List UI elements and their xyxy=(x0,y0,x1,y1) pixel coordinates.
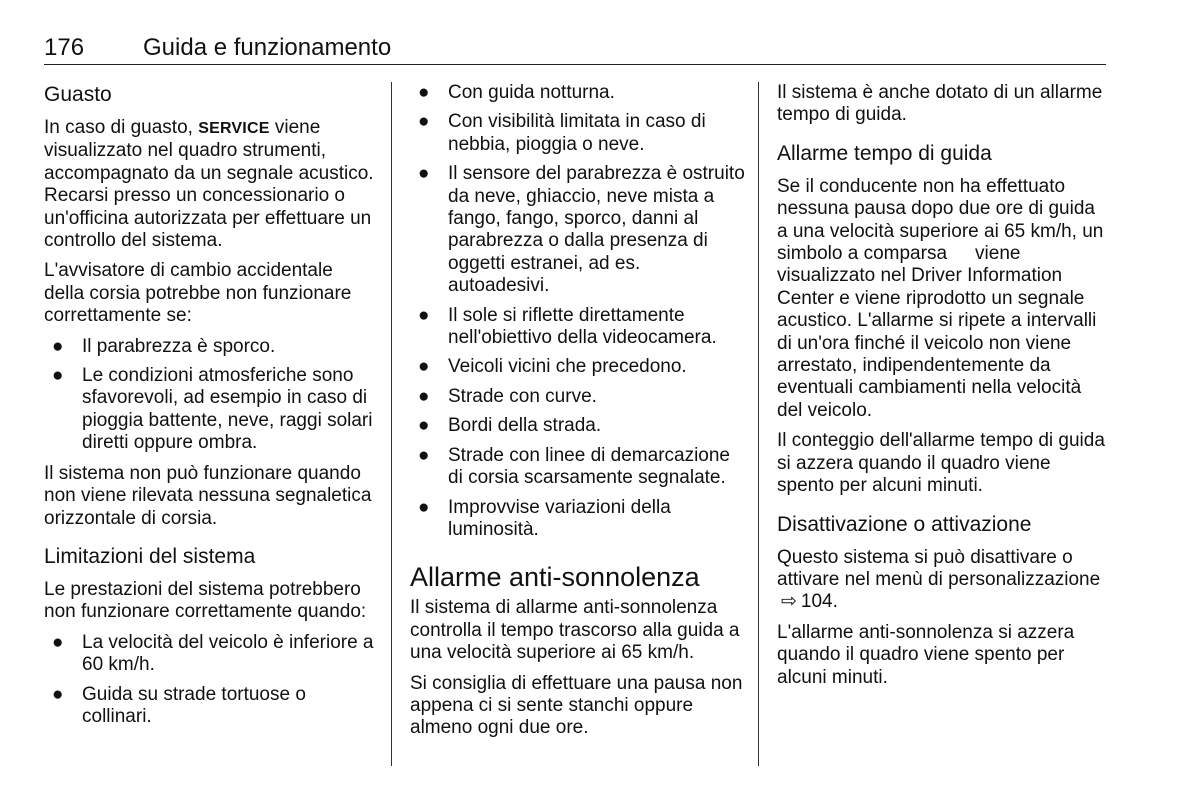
list-item: ● Strade con linee di demarcazione di corsia scarsamente segnalate. xyxy=(418,444,731,489)
paragraph-intro: Il sistema è anche dotato di un allarme tempo di guida. xyxy=(777,82,1103,126)
column-divider xyxy=(391,82,392,766)
section-heading-disattivazione: Disattivazione o attivazione xyxy=(777,512,1032,536)
bullet-icon: ● xyxy=(52,683,64,705)
page-number: 176 xyxy=(44,34,85,61)
list-limitazioni-continued xyxy=(410,82,745,541)
bullet-icon: ● xyxy=(418,111,430,133)
bullet-icon: ● xyxy=(52,365,64,387)
bullet-icon: ● xyxy=(418,356,430,378)
list-item: ● Guida su strade tortuose o collinari. xyxy=(52,683,306,727)
list-limitazioni xyxy=(44,632,374,729)
list-item: ● Improvvise variazioni della luminosità. xyxy=(418,496,671,540)
list-item: ● La velocità del veicolo è inferiore a 60 km/h. xyxy=(52,631,374,676)
paragraph-avvisatore: L'avvisatore di cambio accidentale della corsia potrebbe non funzionare correttamente se: xyxy=(44,260,352,327)
bullet-icon: ● xyxy=(418,82,430,103)
paragraph-guasto xyxy=(44,117,374,252)
list-item: ● Veicoli vicini che precedono. xyxy=(418,356,687,378)
guasto-text-post: viene visualizzato nel quadro strumenti, accompagnato da un segnale acustico. Recarsi presso un concessionario o un'officina autorizzata per effettuare un controllo del sistema. xyxy=(44,117,374,252)
bullet-icon: ● xyxy=(52,631,64,653)
guasto-text-pre: In caso di guasto, xyxy=(44,117,193,138)
bullet-icon: ● xyxy=(418,385,430,407)
bullet-icon: ● xyxy=(418,163,430,185)
section-heading-limitazioni: Limitazioni del sistema xyxy=(44,544,256,568)
list-item: ● Con visibilità limitata in caso di nebbia, pioggia o neve. xyxy=(418,111,706,155)
paragraph-tempo-1: Se il conducente non ha effettuato nessuna pausa dopo due ore di guida a una velocità superiore ai 65 km/h, un simbolo a comparsa viene visualizzato nel Driver Information Center e viene riprodotto un segnale acustico. L'allarme si ripete a intervalli di un'ora finché il veicolo non viene arrestato, indipendentemente da eventuali cambiamenti nella velocità del veicolo. xyxy=(777,175,1104,421)
bullet-icon: ● xyxy=(418,415,430,437)
paragraph-disattivazione: Questo sistema si può disattivare o attivare nel menù di personalizzazione ⇨ 104. xyxy=(777,546,1101,613)
bullet-icon: ● xyxy=(418,496,430,518)
paragraph-azzera: L'allarme anti-sonnolenza si azzera quando il quadro viene spento per alcuni minuti. xyxy=(777,621,1075,688)
bullet-icon: ● xyxy=(52,335,64,357)
page-header xyxy=(44,34,1106,65)
list-avvisatore xyxy=(44,336,374,455)
bullet-icon: ● xyxy=(418,304,430,326)
paragraph-segnaletica: Il sistema non può funzionare quando non viene rilevata nessuna segnaletica orizzontale di corsia. xyxy=(44,462,372,529)
section-heading-guasto: Guasto xyxy=(44,83,112,106)
list-item: ● Il parabrezza è sporco. xyxy=(52,335,276,357)
list-item: ● Il sole si riflette direttamente nell'obiettivo della videocamera. xyxy=(418,304,717,349)
section-heading-allarme: Allarme anti-sonnolenza xyxy=(410,562,700,593)
bullet-icon: ● xyxy=(418,444,430,466)
paragraph-tempo-2: Il conteggio dell'allarme tempo di guida si azzera quando il quadro viene spento per alcuni minuti. xyxy=(777,430,1105,497)
list-item: ● Bordi della strada. xyxy=(418,415,602,437)
column-right xyxy=(777,82,1107,697)
list-item: ● Con guida notturna. xyxy=(418,82,615,103)
list-item: ● Le condizioni atmosferiche sono sfavorevoli, ad esempio in caso di pioggia battente, neve, raggi solari diretti oppure ombra. xyxy=(52,365,373,454)
column-divider xyxy=(758,82,759,766)
page-reference-arrow-icon: ⇨ xyxy=(781,591,797,613)
service-indicator: SERVICE xyxy=(198,120,270,137)
page-reference[interactable]: 104. xyxy=(800,591,838,613)
paragraph-limitazioni: Le prestazioni del sistema potrebbero non funzionare correttamente quando: xyxy=(44,578,367,623)
paragraph-allarme-1: Il sistema di allarme anti-sonnolenza controlla il tempo trascorso alla guida a una velocità superiore ai 65 km/h. xyxy=(410,597,740,664)
running-title: Guida e funzionamento xyxy=(143,34,392,61)
paragraph-allarme-2: Si consiglia di effettuare una pausa non appena ci si sente stanchi oppure almeno ogni due ore. xyxy=(410,672,743,739)
list-item: ● Strade con curve. xyxy=(418,385,597,407)
column-left xyxy=(44,82,374,736)
section-heading-tempo: Allarme tempo di guida xyxy=(777,141,992,165)
column-middle xyxy=(410,82,745,748)
list-item: ● Il sensore del parabrezza è ostruito da neve, ghiaccio, neve mista a fango, fango, sporco, danni al parabrezza o dalla presenza di oggetti estranei, ad es. autoadesivi. xyxy=(418,163,745,297)
